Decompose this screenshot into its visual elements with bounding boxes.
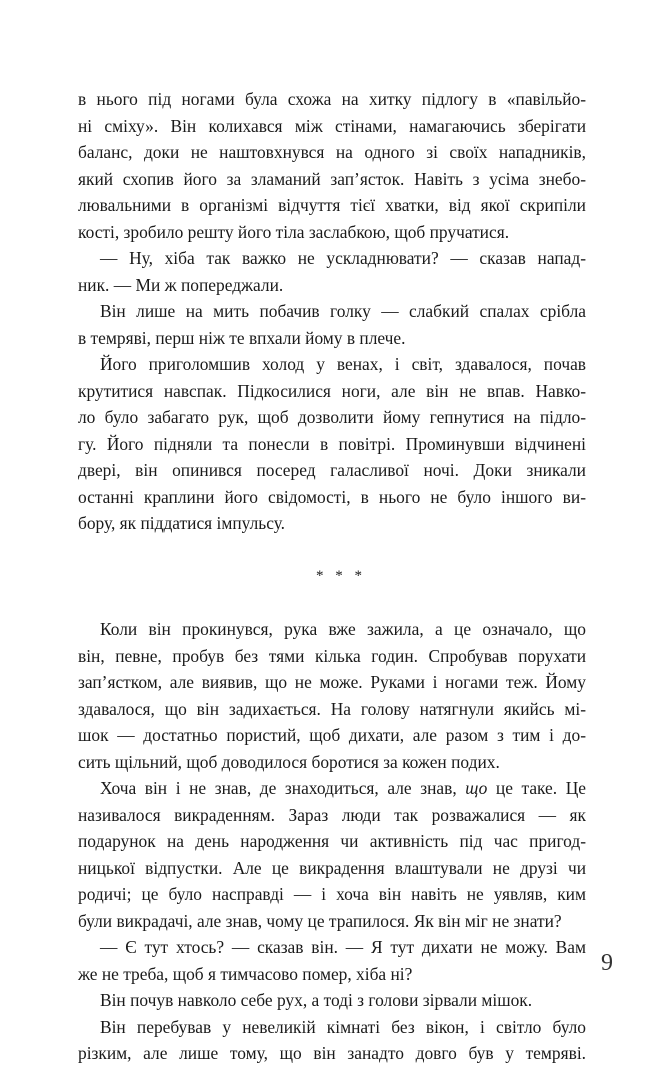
spacer <box>78 590 586 617</box>
text-line: же не треба, щоб я тимчасово помер, хіба ні? <box>78 963 413 984</box>
text-line: Його приголомшив холод у венах, і світ, здавалося, почав <box>100 354 586 374</box>
paragraph <box>78 934 586 987</box>
text-line <box>78 775 586 802</box>
text-line: ло було забагато рук, щоб дозволити йому гепнутися на підло- <box>78 407 586 427</box>
text-line: ницької відпустки. Але це викрадення влаштували не друзі чи <box>78 857 586 878</box>
text-line: кості, зробило решту його тіла заслабкою, щоб пручатися. <box>78 221 510 242</box>
text-line: який схопив його за зламаний зап’ясток. Навіть з усіма знебо- <box>78 168 586 189</box>
text-line: подарунок на день народження чи активність під час пригод- <box>78 831 586 851</box>
text-line: були викрадачі, але знав, чому це трапилося. Як він міг не знати? <box>78 910 562 931</box>
paragraph <box>78 351 586 537</box>
text-line: в нього під ногами була схожа на хитку підлогу в «павільйо- <box>78 89 586 109</box>
text-line: називалося викраденням. Зараз люди так розважалися — як <box>78 804 586 825</box>
text-line: сить щільний, щоб доводилося боротися за кожен подих. <box>78 751 500 772</box>
text-line: лювальними в організмі відчуття тієї хватки, від якої скрипіли <box>78 195 586 215</box>
text-line: крутитися навспак. Підкосилися ноги, але він не впав. Навко- <box>78 380 586 401</box>
text-line: — Ну, хіба так важко не ускладнювати? — сказав напад- <box>100 248 586 268</box>
text-line: Коли він прокинувся, рука вже зажила, а це означало, що <box>100 619 586 639</box>
text-line: останні краплини його свідомості, в нього не було іншого ви- <box>78 486 586 507</box>
text-fragment: Хоча він і не знав, де знаходиться, але знав, <box>100 778 466 798</box>
text-line: двері, він опинився посеред галасливої ночі. Доки зникали <box>78 460 586 480</box>
page-body <box>78 86 586 1067</box>
text-line: Він перебував у невеликій кімнаті без вікон, і світло було <box>100 1016 586 1037</box>
text-line: родичі; це було насправді — і хоча він навіть не уявляв, ким <box>78 884 586 904</box>
page-number: 9 <box>601 950 613 976</box>
text-line: в темряві, перш ніж те впхали йому в плече. <box>78 327 406 348</box>
text-line: він, певне, пробув без тями кілька годин. Спробував порухати <box>78 645 586 666</box>
paragraph <box>78 1014 586 1067</box>
text-line: Він почув навколо себе рух, а тоді з голови зірвали мішок. <box>100 990 533 1010</box>
text-line: Він лише на мить побачив голку — слабкий спалах срібла <box>100 301 586 321</box>
text-line: баланс, доки не наштовхнувся на одного зі своїх нападників, <box>78 142 586 162</box>
paragraph <box>78 987 586 1014</box>
text-line: бору, як піддатися імпульсу. <box>78 513 286 533</box>
text-fragment: це таке. Це <box>487 778 586 798</box>
spacer <box>78 537 586 564</box>
text-line: гу. Його підняли та понесли в повітрі. Проминувши відчинені <box>78 433 586 454</box>
section-break: * * * <box>316 568 366 584</box>
paragraph <box>78 245 586 298</box>
paragraph <box>78 298 586 351</box>
emphasis-word: що <box>465 778 488 798</box>
text-line: різким, але лише тому, що він занадто довго був у темряві. <box>78 1043 586 1063</box>
text-line: шок — достатньо пористий, щоб дихати, але разом з тим і до- <box>78 725 586 745</box>
text-line: — Є тут хтось? — сказав він. — Я тут дихати не можу. Вам <box>100 937 586 957</box>
text-line: зап’ястком, але виявив, що не може. Руками і ногами теж. Йому <box>78 672 586 692</box>
text-line: ник. — Ми ж попереджали. <box>78 274 284 295</box>
text-line: здавалося, що він задихається. На голову натягнули якийсь мі- <box>78 698 586 719</box>
paragraph <box>78 775 586 934</box>
text-line: ні сміху». Він колихався між стінами, намагаючись зберігати <box>78 115 586 136</box>
paragraph <box>78 86 586 245</box>
paragraph <box>78 616 586 775</box>
